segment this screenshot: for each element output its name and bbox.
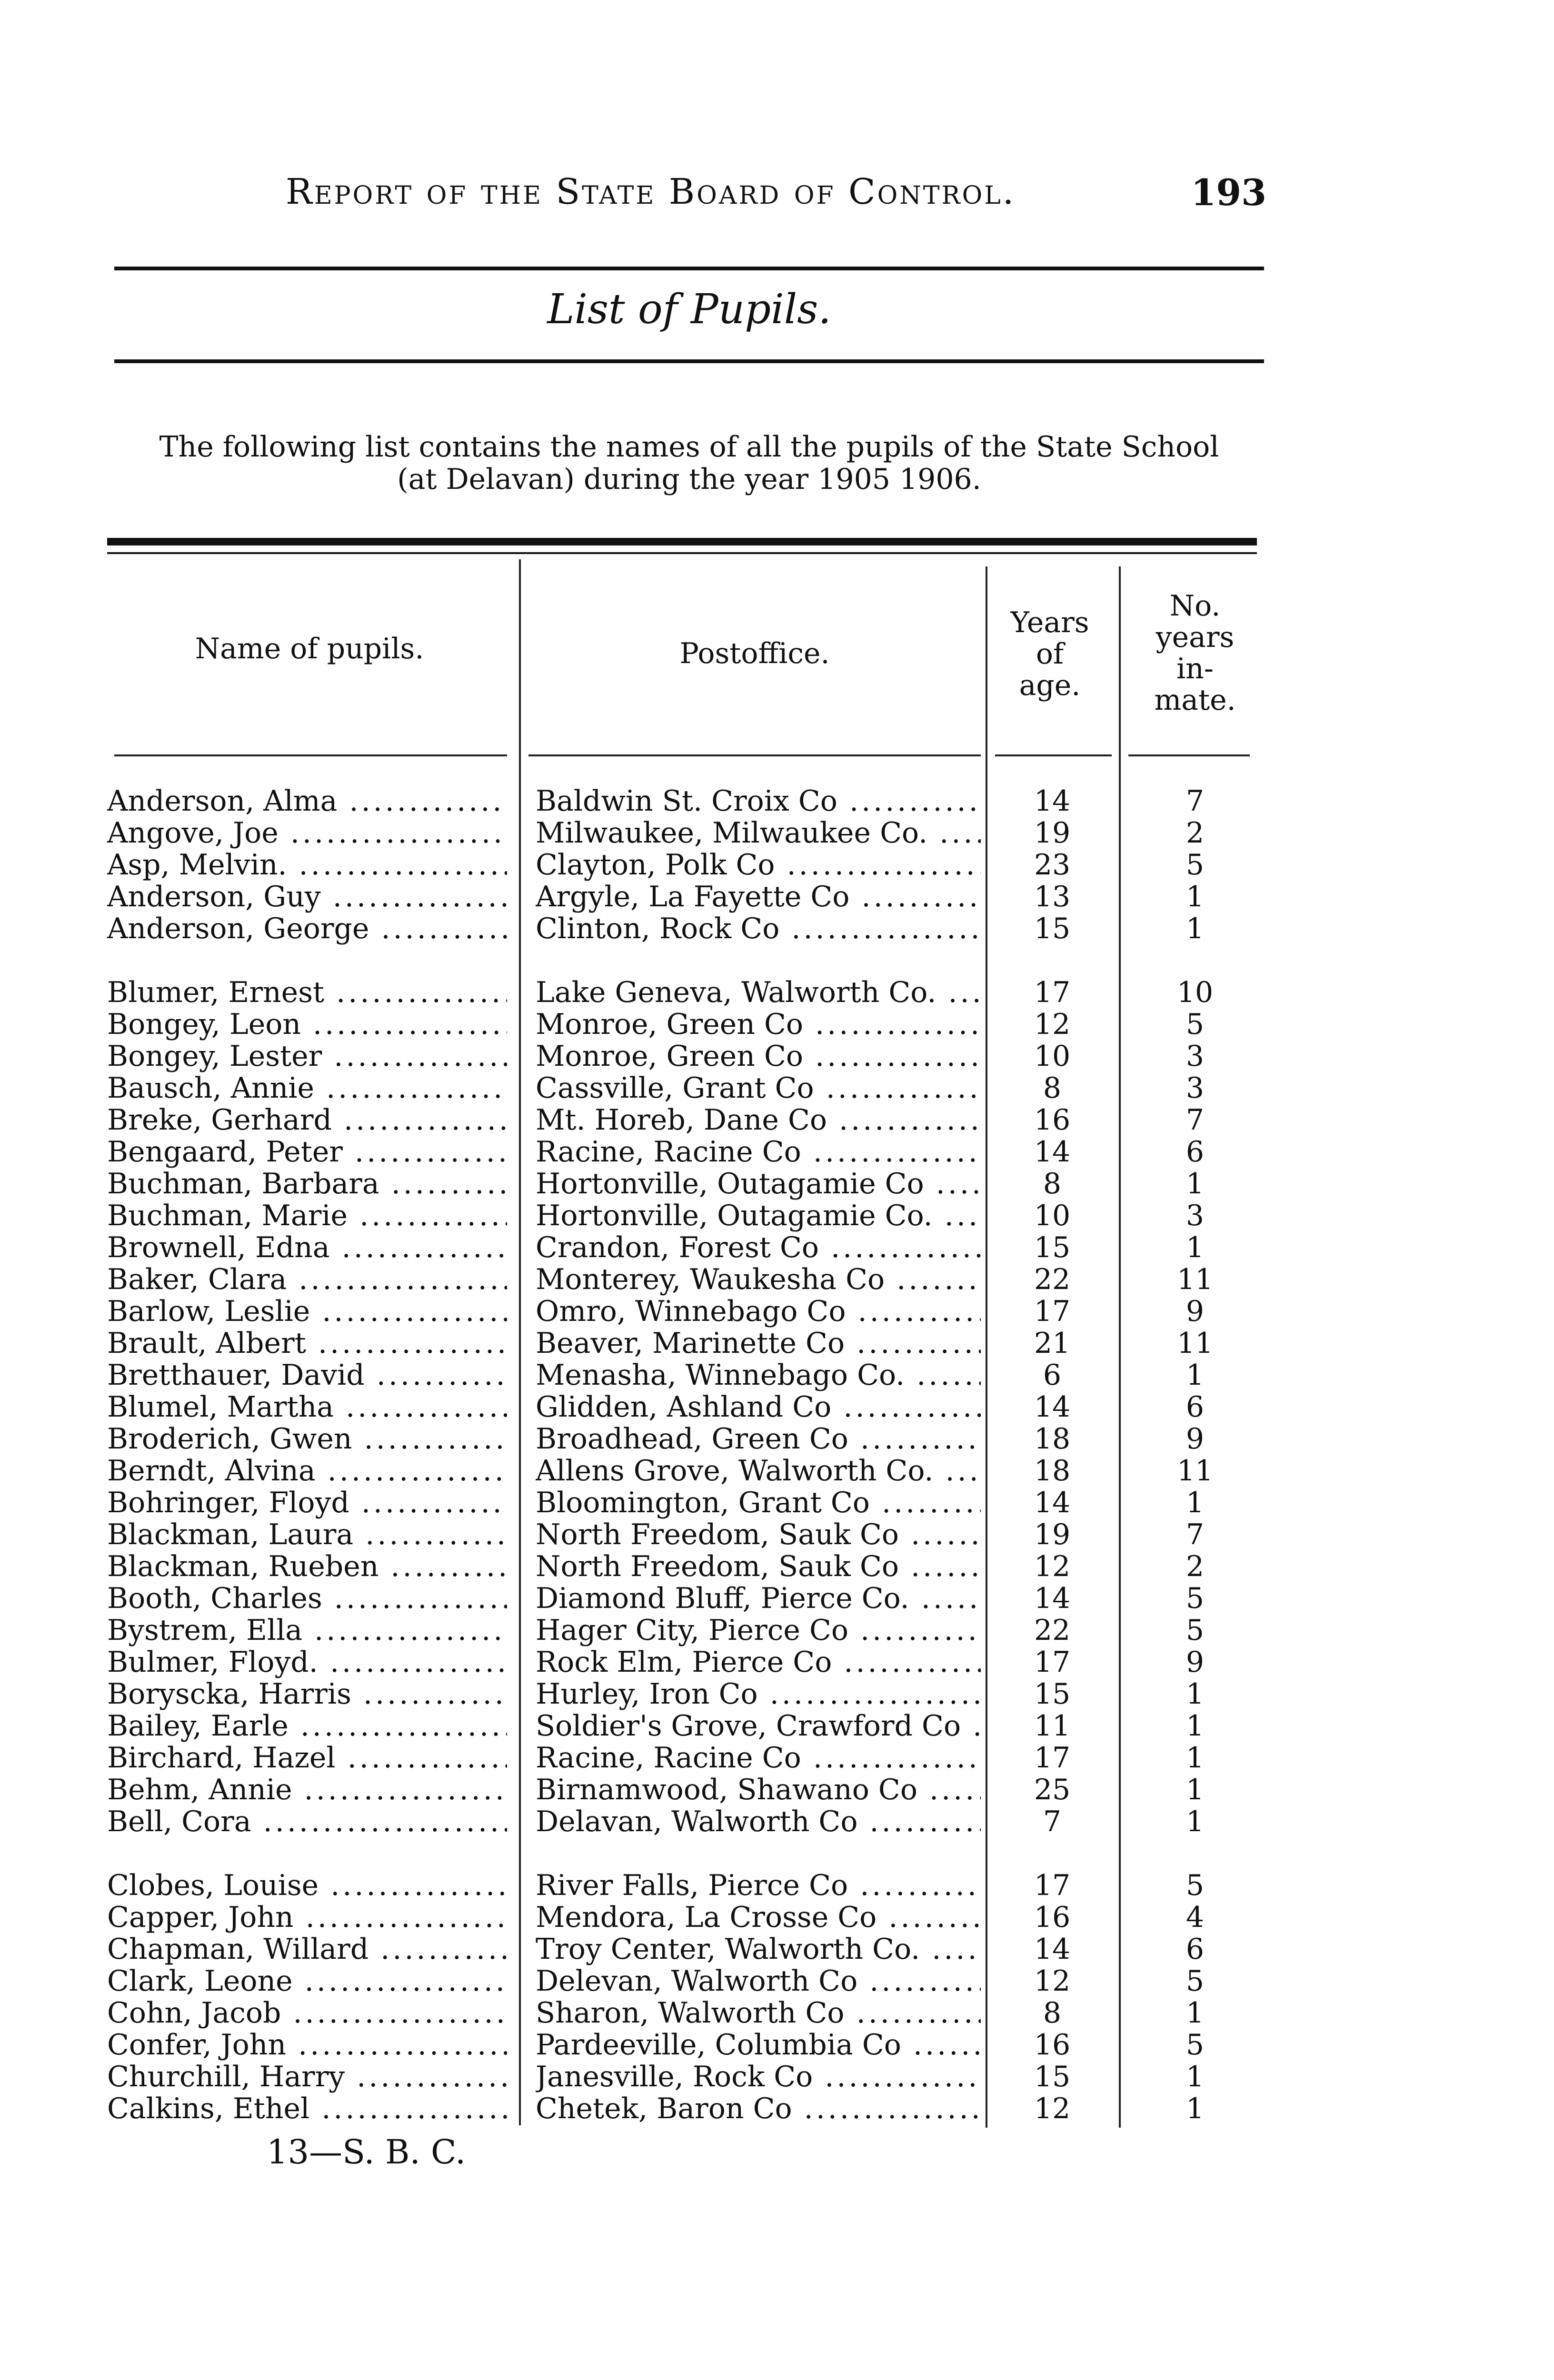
pupil-list: [0, 785, 1554, 2157]
table-row: [0, 1646, 1554, 1678]
pupil-postoffice: Sharon, Walworth Co .....: [536, 1997, 981, 2029]
pupil-age: 18: [1034, 1455, 1071, 1487]
pupil-years-inmate: 9: [1185, 1423, 1205, 1455]
table-row: [0, 1870, 1554, 1902]
pupil-age: 12: [1034, 1551, 1071, 1583]
pupil-age: 22: [1034, 1615, 1071, 1646]
pupil-name: Chapman, Willard .....: [107, 1934, 507, 1965]
pupil-years-inmate: 1: [1185, 1997, 1205, 2029]
table-row: [0, 1264, 1554, 1296]
pupil-postoffice: Baldwin St. Croix Co .....: [536, 785, 981, 817]
pupil-name: Blumel, Martha .....: [107, 1391, 507, 1423]
pupil-name: Bohringer, Floyd .....: [107, 1487, 507, 1519]
pupil-group: [0, 785, 1554, 945]
pupil-postoffice: Hurley, Iron Co .....: [536, 1678, 981, 1710]
pupil-years-inmate: 5: [1185, 1870, 1205, 1902]
table-row: [0, 1519, 1554, 1551]
pupil-postoffice: Diamond Bluff, Pierce Co. .....: [536, 1583, 981, 1615]
pupil-postoffice: Mendora, La Crosse Co .....: [536, 1902, 981, 1934]
table-row: [0, 1583, 1554, 1615]
pupil-years-inmate: 1: [1185, 1487, 1205, 1519]
pupil-name: Anderson, Alma .....: [107, 785, 507, 817]
table-row: [0, 2029, 1554, 2061]
table-row: [0, 1455, 1554, 1487]
pupil-age: 14: [1034, 1934, 1071, 1965]
pupil-name: Confer, John .....: [107, 2029, 507, 2061]
pupil-age: 8: [1043, 1997, 1062, 2029]
top-rule: [114, 267, 1264, 270]
pupil-name: Bretthauer, David .....: [107, 1359, 507, 1391]
pupil-name: Asp, Melvin. .....: [107, 849, 507, 881]
table-row: [0, 1104, 1554, 1136]
pupil-name: Clark, Leone .....: [107, 1965, 507, 1997]
running-title: Report of the State Board of Control.: [286, 171, 1016, 212]
table-row: [0, 1296, 1554, 1328]
pupil-postoffice: Bloomington, Grant Co .....: [536, 1487, 981, 1519]
pupil-age: 17: [1034, 1742, 1071, 1774]
title-rule: [114, 359, 1264, 363]
pupil-years-inmate: 6: [1185, 1391, 1205, 1423]
pupil-age: 15: [1034, 1678, 1071, 1710]
page-number: 193: [1191, 171, 1266, 214]
pupil-years-inmate: 1: [1185, 1359, 1205, 1391]
pupil-postoffice: North Freedom, Sauk Co .....: [536, 1551, 981, 1583]
pupil-years-inmate: 5: [1185, 849, 1205, 881]
pupil-name: Brownell, Edna .....: [107, 1232, 507, 1264]
pupil-name: Capper, John .....: [107, 1902, 507, 1934]
pupil-postoffice: Monroe, Green Co .....: [536, 1009, 981, 1041]
table-row: [0, 977, 1554, 1009]
table-row: [0, 1806, 1554, 1838]
header-age-line: Years: [1010, 606, 1089, 639]
pupil-name: Boryscka, Harris .....: [107, 1678, 507, 1710]
pupil-postoffice: Monroe, Green Co .....: [536, 1041, 981, 1072]
pupil-age: 23: [1034, 849, 1071, 881]
pupil-postoffice: Omro, Winnebago Co .....: [536, 1296, 981, 1328]
header-age-line: of: [1036, 637, 1064, 671]
pupil-age: 19: [1034, 817, 1071, 849]
pupil-years-inmate: 3: [1185, 1200, 1205, 1232]
pupil-name: Bongey, Lester .....: [107, 1041, 507, 1072]
pupil-postoffice: Rock Elm, Pierce Co .....: [536, 1646, 981, 1678]
table-row: [0, 1168, 1554, 1200]
pupil-age: 14: [1034, 1583, 1071, 1615]
pupil-postoffice: North Freedom, Sauk Co .....: [536, 1519, 981, 1551]
pupil-name: Booth, Charles .....: [107, 1583, 507, 1615]
pupil-years-inmate: 5: [1185, 1583, 1205, 1615]
pupil-years-inmate: 4: [1185, 1902, 1205, 1934]
pupil-years-inmate: 11: [1176, 1455, 1214, 1487]
pupil-postoffice: Glidden, Ashland Co .....: [536, 1391, 981, 1423]
table-row: [0, 1009, 1554, 1041]
signature-mark: 13—S. B. C.: [267, 2132, 466, 2172]
pupil-name: Birchard, Hazel .....: [107, 1742, 507, 1774]
pupil-name: Angove, Joe .....: [107, 817, 507, 849]
pupil-years-inmate: 1: [1185, 1232, 1205, 1264]
pupil-years-inmate: 5: [1185, 2029, 1205, 2061]
header-underline: [528, 754, 981, 756]
pupil-name: Bell, Cora .....: [107, 1806, 507, 1838]
table-row: [0, 1359, 1554, 1391]
pupil-postoffice: Soldier's Grove, Crawford Co .....: [536, 1710, 981, 1742]
pupil-postoffice: Broadhead, Green Co .....: [536, 1423, 981, 1455]
pupil-years-inmate: 1: [1185, 881, 1205, 913]
header-postoffice: Postoffice.: [679, 637, 830, 670]
pupil-postoffice: Pardeeville, Columbia Co .....: [536, 2029, 981, 2061]
pupil-postoffice: Allens Grove, Walworth Co. .....: [536, 1455, 981, 1487]
table-row: [0, 1678, 1554, 1710]
pupil-age: 15: [1034, 913, 1071, 945]
table-top-rule-thin: [107, 552, 1257, 554]
pupil-name: Bausch, Annie .....: [107, 1072, 507, 1104]
pupil-name: Breke, Gerhard .....: [107, 1104, 507, 1136]
pupil-postoffice: Birnamwood, Shawano Co .....: [536, 1774, 981, 1806]
pupil-years-inmate: 6: [1185, 1934, 1205, 1965]
pupil-name: Bengaard, Peter .....: [107, 1136, 507, 1168]
pupil-name: Buchman, Barbara .....: [107, 1168, 507, 1200]
table-row: [0, 1041, 1554, 1072]
pupil-age: 16: [1034, 1104, 1071, 1136]
pupil-postoffice: Crandon, Forest Co .....: [536, 1232, 981, 1264]
pupil-postoffice: Hortonville, Outagamie Co. .....: [536, 1200, 981, 1232]
pupil-name: Barlow, Leslie .....: [107, 1296, 507, 1328]
pupil-postoffice: Troy Center, Walworth Co. .....: [536, 1934, 981, 1965]
pupil-years-inmate: 1: [1185, 2061, 1205, 2093]
table-row: [0, 1742, 1554, 1774]
table-row: [0, 1615, 1554, 1646]
pupil-postoffice: Clinton, Rock Co .....: [536, 913, 981, 945]
header-name-of-pupils: Name of pupils.: [195, 632, 424, 665]
table-row: [0, 1551, 1554, 1583]
table-row: [0, 1328, 1554, 1359]
header-years-inmate: [1128, 590, 1262, 716]
pupil-age: 14: [1034, 1391, 1071, 1423]
pupil-years-inmate: 1: [1185, 2093, 1205, 2125]
pupil-postoffice: Hortonville, Outagamie Co .....: [536, 1168, 981, 1200]
pupil-name: Calkins, Ethel .....: [107, 2093, 507, 2125]
pupil-years-inmate: 1: [1185, 1806, 1205, 1838]
pupil-postoffice: River Falls, Pierce Co .....: [536, 1870, 981, 1902]
pupil-name: Blackman, Rueben .....: [107, 1551, 507, 1583]
pupil-postoffice: Argyle, La Fayette Co .....: [536, 881, 981, 913]
table-row: [0, 1487, 1554, 1519]
pupil-years-inmate: 11: [1176, 1328, 1214, 1359]
pupil-years-inmate: 1: [1185, 1678, 1205, 1710]
intro-paragraph: [114, 431, 1264, 496]
pupil-age: 16: [1034, 1902, 1071, 1934]
pupil-postoffice: Cassville, Grant Co .....: [536, 1072, 981, 1104]
pupil-age: 14: [1034, 785, 1071, 817]
section-title: List of Pupils.: [547, 286, 831, 333]
pupil-name: Churchill, Harry .....: [107, 2061, 507, 2093]
table-row: [0, 1423, 1554, 1455]
pupil-name: Berndt, Alvina .....: [107, 1455, 507, 1487]
table-row: [0, 817, 1554, 849]
pupil-age: 17: [1034, 1870, 1071, 1902]
header-years-of-age: [990, 607, 1109, 701]
pupil-group: [0, 1870, 1554, 2125]
pupil-age: 14: [1034, 1487, 1071, 1519]
pupil-name: Bulmer, Floyd. .....: [107, 1646, 507, 1678]
pupil-years-inmate: 1: [1185, 913, 1205, 945]
pupil-years-inmate: 7: [1185, 1104, 1205, 1136]
pupil-name: Blumer, Ernest .....: [107, 977, 507, 1009]
pupil-age: 13: [1034, 881, 1071, 913]
pupil-name: Anderson, Guy .....: [107, 881, 507, 913]
pupil-age: 12: [1034, 1965, 1071, 1997]
pupil-name: Bongey, Leon .....: [107, 1009, 507, 1041]
table-row: [0, 2093, 1554, 2125]
pupil-years-inmate: 2: [1185, 817, 1205, 849]
pupil-postoffice: Mt. Horeb, Dane Co .....: [536, 1104, 981, 1136]
table-row: [0, 1997, 1554, 2029]
pupil-age: 10: [1034, 1041, 1071, 1072]
pupil-age: 22: [1034, 1264, 1071, 1296]
pupil-age: 11: [1034, 1710, 1071, 1742]
running-head: [114, 171, 1266, 224]
pupil-postoffice: Racine, Racine Co .....: [536, 1136, 981, 1168]
pupil-postoffice: Clayton, Polk Co .....: [536, 849, 981, 881]
pupil-age: 17: [1034, 977, 1071, 1009]
table-row: [0, 1200, 1554, 1232]
pupil-name: Baker, Clara .....: [107, 1264, 507, 1296]
pupil-name: Bailey, Earle .....: [107, 1710, 507, 1742]
pupil-age: 17: [1034, 1296, 1071, 1328]
table-row: [0, 785, 1554, 817]
table-row: [0, 2061, 1554, 2093]
table-row: [0, 1710, 1554, 1742]
pupil-age: 19: [1034, 1519, 1071, 1551]
intro-line-1: The following list contains the names of all the pupils of the State School: [159, 430, 1219, 464]
pupil-years-inmate: 5: [1185, 1965, 1205, 1997]
header-yrs-line: mate.: [1154, 684, 1236, 717]
pupil-postoffice: Delavan, Walworth Co .....: [536, 1806, 981, 1838]
table-row: [0, 1774, 1554, 1806]
header-yrs-line: in-: [1176, 652, 1214, 685]
pupil-age: 18: [1034, 1423, 1071, 1455]
table-row: [0, 849, 1554, 881]
pupil-age: 12: [1034, 1009, 1071, 1041]
pupil-years-inmate: 9: [1185, 1646, 1205, 1678]
pupil-postoffice: Monterey, Waukesha Co .....: [536, 1264, 981, 1296]
pupil-postoffice: Hager City, Pierce Co .....: [536, 1615, 981, 1646]
pupil-age: 7: [1043, 1806, 1062, 1838]
pupil-years-inmate: 7: [1185, 1519, 1205, 1551]
table-row: [0, 913, 1554, 945]
table-row: [0, 1232, 1554, 1264]
pupil-name: Behm, Annie .....: [107, 1774, 507, 1806]
pupil-postoffice: Beaver, Marinette Co .....: [536, 1328, 981, 1359]
pupil-postoffice: Chetek, Baron Co .....: [536, 2093, 981, 2125]
pupil-name: Bystrem, Ella .....: [107, 1615, 507, 1646]
pupil-name: Anderson, George .....: [107, 913, 507, 945]
pupil-years-inmate: 7: [1185, 785, 1205, 817]
pupil-name: Buchman, Marie .....: [107, 1200, 507, 1232]
table-row: [0, 1391, 1554, 1423]
pupil-years-inmate: 1: [1185, 1710, 1205, 1742]
pupil-years-inmate: 10: [1176, 977, 1214, 1009]
pupil-age: 14: [1034, 1136, 1071, 1168]
table-row: [0, 881, 1554, 913]
pupil-years-inmate: 11: [1176, 1264, 1214, 1296]
pupil-years-inmate: 1: [1185, 1168, 1205, 1200]
pupil-name: Cohn, Jacob .....: [107, 1997, 507, 2029]
table-row: [0, 1136, 1554, 1168]
pupil-age: 25: [1034, 1774, 1071, 1806]
table-row: [0, 1072, 1554, 1104]
pupil-age: 12: [1034, 2093, 1071, 2125]
pupil-years-inmate: 3: [1185, 1041, 1205, 1072]
table-row: [0, 1965, 1554, 1997]
pupil-name: Broderich, Gwen .....: [107, 1423, 507, 1455]
table-row: [0, 1902, 1554, 1934]
pupil-name: Clobes, Louise .....: [107, 1870, 507, 1902]
pupil-years-inmate: 5: [1185, 1615, 1205, 1646]
header-yrs-line: No.: [1169, 589, 1221, 623]
pupil-age: 21: [1034, 1328, 1071, 1359]
pupil-years-inmate: 2: [1185, 1551, 1205, 1583]
pupil-age: 15: [1034, 1232, 1071, 1264]
pupil-age: 15: [1034, 2061, 1071, 2093]
intro-line-2: (at Delavan) during the year 1905 1906.: [397, 463, 981, 496]
header-underline: [995, 754, 1112, 756]
pupil-name: Brault, Albert .....: [107, 1328, 507, 1359]
header-age-line: age.: [1019, 669, 1081, 702]
pupil-postoffice: Racine, Racine Co .....: [536, 1742, 981, 1774]
pupil-years-inmate: 3: [1185, 1072, 1205, 1104]
pupil-group: [0, 977, 1554, 1838]
pupil-years-inmate: 6: [1185, 1136, 1205, 1168]
pupil-postoffice: Menasha, Winnebago Co. .....: [536, 1359, 981, 1391]
pupil-age: 16: [1034, 2029, 1071, 2061]
pupil-age: 17: [1034, 1646, 1071, 1678]
table-top-rule: [107, 538, 1257, 545]
pupil-age: 10: [1034, 1200, 1071, 1232]
pupil-years-inmate: 1: [1185, 1774, 1205, 1806]
pupil-postoffice: Lake Geneva, Walworth Co. .....: [536, 977, 981, 1009]
header-underline: [114, 754, 507, 756]
pupil-years-inmate: 5: [1185, 1009, 1205, 1041]
pupil-age: 8: [1043, 1168, 1062, 1200]
pupil-age: 8: [1043, 1072, 1062, 1104]
pupil-postoffice: Delevan, Walworth Co .....: [536, 1965, 981, 1997]
pupil-age: 6: [1043, 1359, 1062, 1391]
pupil-years-inmate: 1: [1185, 1742, 1205, 1774]
header-yrs-line: years: [1156, 621, 1235, 654]
pupil-postoffice: Janesville, Rock Co .....: [536, 2061, 981, 2093]
pupil-postoffice: Milwaukee, Milwaukee Co. .....: [536, 817, 981, 849]
table-row: [0, 1934, 1554, 1965]
pupil-years-inmate: 9: [1185, 1296, 1205, 1328]
pupil-name: Blackman, Laura .....: [107, 1519, 507, 1551]
header-underline: [1128, 754, 1250, 756]
